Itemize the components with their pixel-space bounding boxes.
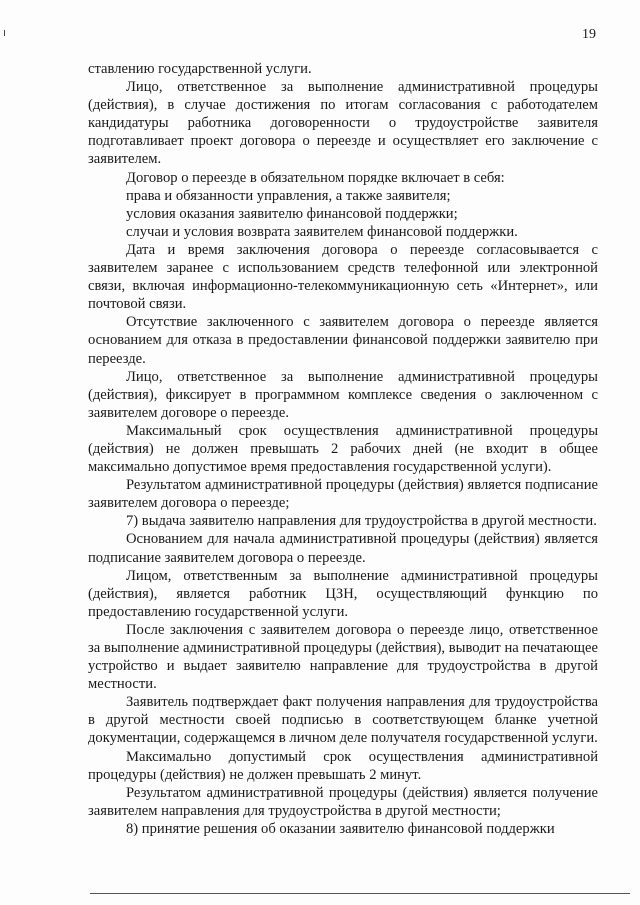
paragraph: После заключения с заявителем договора о переезде лицо, ответственное за выполнение административной процедуры (действия), выводит на печатающее устройство и выдает заявителю направление для трудоустройства в другой местности.	[88, 621, 598, 693]
paragraph: Результатом административной процедуры (действия) является подписание заявителем договора о переезде;	[88, 477, 598, 512]
section-item: 7) выдача заявителю направления для трудоустройства в другой местности.	[126, 513, 597, 530]
paragraph: Дата и время заключения договора о переезде согласовывается с заявителем заранее с использованием средств телефонной или электронной связи, включая информационно-телекоммуникационную сеть «Интернет», или почтовой связи.	[88, 241, 598, 313]
paragraph: Максимально допустимый срок осуществления административной процедуры (действия) не должен превышать 2 минут.	[88, 748, 598, 783]
bottom-rule	[90, 893, 630, 894]
document-body	[88, 60, 598, 838]
scan-margin-mark	[4, 30, 5, 36]
list-item: случаи и условия возврата заявителем финансовой поддержки.	[126, 223, 518, 240]
paragraph: Максимальный срок осуществления административной процедуры (действия) не должен превышать 2 рабочих дней (не входит в общее максимально допустимое время предоставления государственной услуги).	[88, 422, 598, 476]
list-item: права и обязанности управления, а также заявителя;	[126, 187, 451, 204]
paragraph: Основанием для начала административной процедуры (действия) является подписание заявителем договора о переезде.	[88, 531, 598, 566]
page-number: 19	[582, 27, 596, 42]
paragraph: Лицо, ответственное за выполнение административной процедуры (действия), в случае достижения по итогам согласования с работодателем кандидатуры работника договоренности о трудоустройстве заявителя подготавливает проект договора о переезде и осуществляет его заключение с заявителем.	[88, 79, 598, 168]
paragraph: Результатом административной процедуры (действия) является получение заявителем направления для трудоустройства в другой местности;	[88, 784, 598, 819]
section-item: 8) принятие решения об оказании заявителю финансовой поддержки	[126, 820, 555, 837]
list-item: условия оказания заявителю финансовой поддержки;	[126, 205, 458, 222]
paragraph: Заявитель подтверждает факт получения направления для трудоустройства в другой местности своей подписью в соответствующем бланке учетной документации, содержащемся в личном деле получателя государственной услуги.	[88, 694, 598, 747]
paragraph: Договор о переезде в обязательном порядке включает в себя:	[126, 169, 505, 186]
paragraph: ставлению государственной услуги.	[88, 61, 312, 77]
paragraph: Лицо, ответственное за выполнение административной процедуры (действия), фиксирует в программном комплексе сведения о заключенном с заявителем договоре о переезде.	[88, 368, 598, 421]
paragraph: Отсутствие заключенного с заявителем договора о переезде является основанием для отказа в предоставлении финансовой поддержки заявителю при переезде.	[88, 314, 598, 367]
paragraph: Лицом, ответственным за выполнение административной процедуры (действия), является работник ЦЗН, осуществляющий функцию по предоставлению государственной услуги.	[88, 567, 598, 620]
